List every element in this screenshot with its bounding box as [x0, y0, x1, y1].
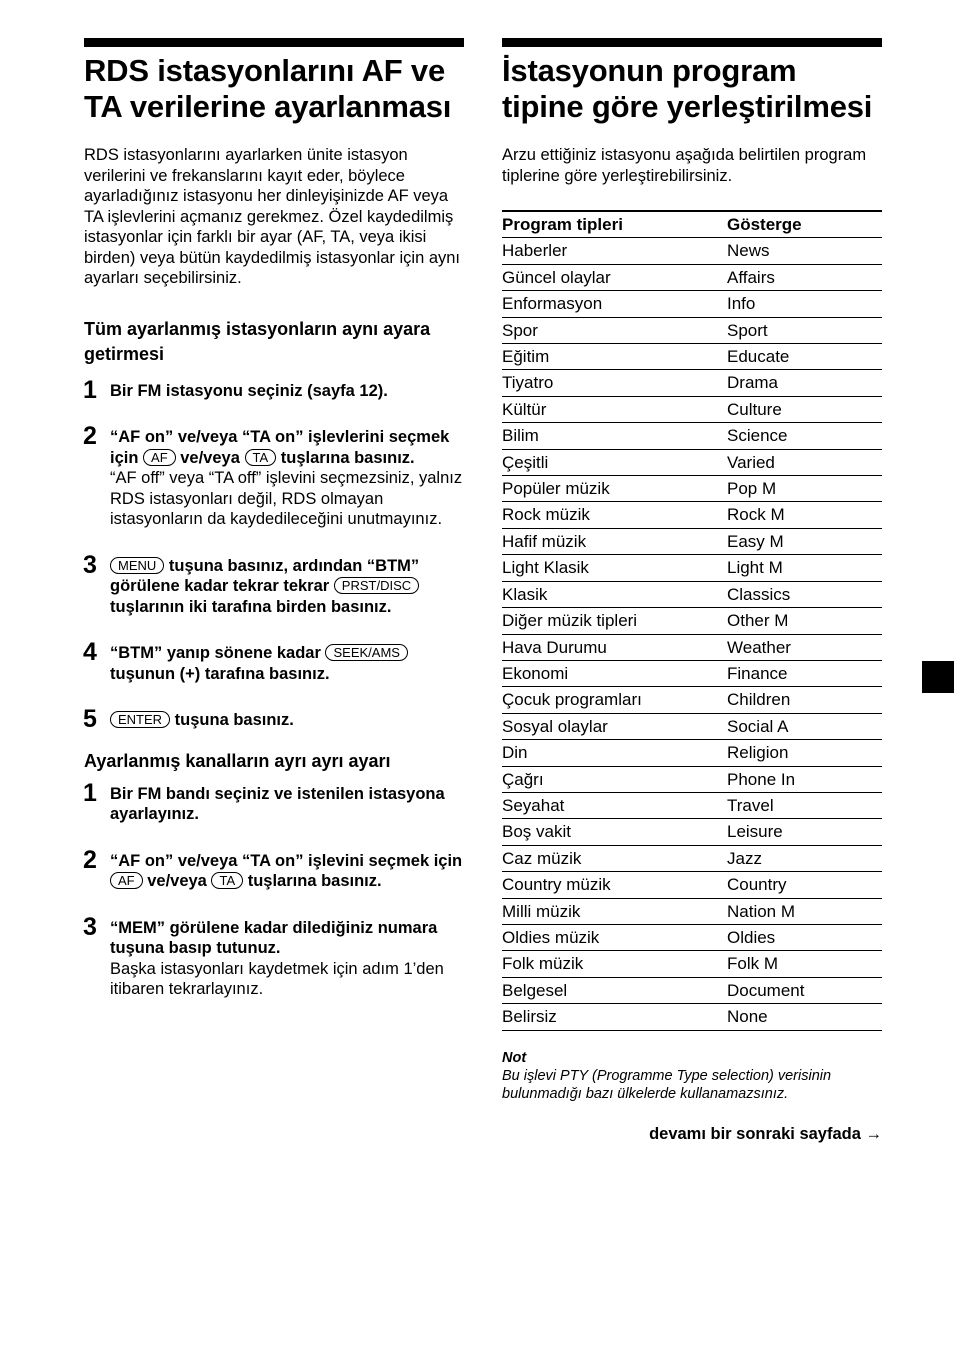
display-cell: Rock M	[727, 505, 785, 525]
s2-step-3	[83, 912, 464, 1000]
display-cell: Easy M	[727, 531, 784, 551]
step-number: 2	[83, 422, 97, 450]
display-cell: Educate	[727, 347, 790, 367]
continued-next-page: devamı bir sonraki sayfada →	[649, 1124, 882, 1143]
table-row	[502, 528, 882, 554]
step-text: tuşuna basınız.	[174, 711, 294, 729]
display-cell: Sport	[727, 320, 768, 340]
table-row	[502, 502, 882, 528]
table-row	[502, 344, 882, 370]
enter-key: ENTER	[110, 711, 170, 728]
program-type-cell: Light Klasik	[502, 558, 589, 578]
step-text: tuşuna basınız, ardından “BTM” görülene kadar tekrar tekrar	[110, 556, 420, 595]
program-type-cell: Boş vakit	[502, 822, 571, 842]
table-row	[502, 476, 882, 502]
step-number: 2	[83, 845, 97, 874]
display-cell: Travel	[727, 795, 774, 815]
table-header-row	[502, 211, 882, 238]
right-intro: Arzu ettiğiniz istasyonu aşağıda belirtilen program tiplerine göre yerleştirebilirsiniz.	[502, 146, 867, 185]
display-cell: Nation M	[727, 901, 796, 921]
program-type-cell: Ekonomi	[502, 663, 569, 683]
table-row	[502, 872, 882, 898]
s2-step-2	[83, 845, 464, 892]
title-rule	[502, 38, 882, 47]
table-row	[502, 264, 882, 290]
display-cell: Pop M	[727, 479, 777, 499]
af-key: AF	[110, 872, 143, 889]
display-cell: Children	[727, 690, 791, 710]
display-cell: Info	[727, 294, 756, 314]
table-row	[502, 423, 882, 449]
table-row	[502, 291, 882, 317]
table-row	[502, 792, 882, 818]
program-type-cell: Din	[502, 743, 528, 763]
display-cell: Science	[727, 426, 788, 446]
title-rule	[84, 38, 464, 47]
program-type-cell: Diğer müzik tipleri	[502, 611, 638, 631]
display-cell: Varied	[727, 452, 775, 472]
step-text: “AF on” ve/veya “TA on” işlevlerini seçmek için	[110, 428, 450, 467]
section1-heading: Tüm ayarlanmış istasyonların aynı ayara getirmesi	[84, 318, 431, 364]
program-type-cell: Güncel olaylar	[502, 267, 611, 287]
table-row	[502, 555, 882, 581]
display-cell: Classics	[727, 584, 791, 604]
display-cell: Finance	[727, 663, 788, 683]
s1-step-1	[83, 375, 464, 404]
page-tab-marker	[922, 661, 954, 693]
s2-step-1	[83, 778, 464, 825]
step-note: Başka istasyonları kaydetmek için adım 1’den itibaren tekrarlayınız.	[110, 959, 444, 998]
program-type-cell: Caz müzik	[502, 848, 582, 868]
table-row	[502, 317, 882, 343]
s1-step-5	[83, 705, 464, 733]
left-title: RDS istasyonlarını AF ve TA verilerine ayarlanması	[84, 53, 452, 124]
step-number: 3	[83, 912, 97, 941]
step-note: “AF off” veya “TA off” işlevini seçmezsiniz, yalnız RDS istasyonları değil, RDS olmayan istasyonların da kaydedileceğini unutmayınız.	[110, 469, 463, 528]
display-cell: Country	[727, 875, 787, 895]
step-number: 5	[83, 705, 97, 733]
table-row	[502, 396, 882, 422]
menu-key: MENU	[110, 557, 164, 574]
program-type-cell: Çeşitli	[502, 452, 549, 472]
step-number: 1	[83, 778, 97, 807]
program-type-cell: Enformasyon	[502, 294, 603, 314]
step-text: tuşlarına basınız.	[280, 448, 415, 467]
program-type-cell: Belirsiz	[502, 1007, 557, 1027]
display-cell: Light M	[727, 558, 783, 578]
table-row	[502, 581, 882, 607]
prst-disc-key: PRST/DISC	[334, 577, 419, 594]
display-cell: Document	[727, 980, 805, 1000]
table-row	[502, 687, 882, 713]
program-type-cell: Haberler	[502, 241, 568, 261]
display-cell: Social A	[727, 716, 789, 736]
display-cell: Phone In	[727, 769, 796, 789]
step-text: tuşunun (+) tarafına basınız.	[110, 664, 330, 683]
s1-step-3	[83, 550, 464, 618]
program-type-cell: Seyahat	[502, 795, 565, 815]
step-text: ve/veya	[180, 448, 240, 467]
program-type-cell: Kültür	[502, 399, 547, 419]
display-cell: None	[727, 1007, 768, 1027]
step-text: Bir FM istasyonu seçiniz (sayfa 12).	[110, 381, 388, 400]
step-text: tuşlarının iki tarafına birden basınız.	[110, 597, 392, 616]
table-row	[502, 951, 882, 977]
display-cell: Weather	[727, 637, 791, 657]
program-type-cell: Klasik	[502, 584, 548, 604]
note-text: Bu işlevi PTY (Programme Type selection) verisinin bulunmadığı bazı ülkelerde kullanamazsınız.	[502, 1067, 832, 1102]
left-column	[84, 38, 464, 1000]
table-row	[502, 898, 882, 924]
program-type-cell: Oldies müzik	[502, 927, 600, 947]
program-type-cell: Country müzik	[502, 875, 611, 895]
s1-step-4	[83, 638, 464, 684]
program-type-cell: Bilim	[502, 426, 539, 446]
table-row	[502, 819, 882, 845]
display-cell: Oldies	[727, 927, 776, 947]
program-type-cell: Popüler müzik	[502, 479, 610, 499]
seek-ams-key: SEEK/AMS	[325, 644, 407, 661]
table-row	[502, 740, 882, 766]
table-row	[502, 370, 882, 396]
right-title: İstasyonun program tipine göre yerleştirilmesi	[502, 53, 873, 124]
program-type-cell: Hava Durumu	[502, 637, 607, 657]
right-column	[502, 38, 882, 1144]
step-number: 3	[83, 550, 97, 579]
ta-key: TA	[211, 872, 243, 889]
display-cell: Religion	[727, 743, 789, 763]
column-header: Program tipleri	[502, 215, 623, 234]
display-cell: Folk M	[727, 954, 778, 974]
display-cell: Other M	[727, 611, 789, 631]
program-type-cell: Belgesel	[502, 980, 568, 1000]
table-row	[502, 845, 882, 871]
step-text: ve/veya	[147, 872, 207, 890]
step-number: 1	[83, 375, 97, 404]
table-body	[502, 238, 882, 1030]
table-row	[502, 924, 882, 950]
table-row	[502, 660, 882, 686]
program-type-cell: Folk müzik	[502, 954, 584, 974]
program-type-cell: Spor	[502, 320, 538, 340]
af-key: AF	[143, 449, 176, 466]
table-row	[502, 238, 882, 264]
program-type-cell: Çocuk programları	[502, 690, 642, 710]
program-type-cell: Tiyatro	[502, 373, 554, 393]
display-cell: Jazz	[727, 848, 762, 868]
table-row	[502, 608, 882, 634]
display-cell: News	[727, 241, 770, 261]
table-row	[502, 449, 882, 475]
note-block	[502, 1049, 882, 1103]
program-type-cell: Sosyal olaylar	[502, 716, 608, 736]
display-cell: Drama	[727, 373, 779, 393]
table-row	[502, 766, 882, 792]
note-title: Not	[502, 1049, 527, 1066]
table-row	[502, 713, 882, 739]
left-intro: RDS istasyonlarını ayarlarken ünite istasyon verilerini ve frekanslarını kayıt eder, böylece ayarladığınız istasyonu her dinleyişinizde AF veya TA işlevlerini açmanız gerekmez. Özel kaydedilmiş istasyonlar için farklı bir ayar (AF, TA, veya ikisi birden) veya bütün kaydedilmiş istasyonlar için aynı ayarları seçebilirsiniz.	[84, 146, 461, 287]
program-type-cell: Çağrı	[502, 769, 544, 789]
display-cell: Leisure	[727, 822, 783, 842]
program-type-cell: Eğitim	[502, 347, 550, 367]
table-row	[502, 634, 882, 660]
display-cell: Culture	[727, 399, 782, 419]
s1-step-2	[83, 422, 464, 530]
step-text: “BTM” yanıp sönene kadar	[110, 644, 321, 662]
program-type-cell: Hafif müzik	[502, 531, 587, 551]
table-row	[502, 1004, 882, 1030]
program-type-table	[502, 210, 882, 1031]
section2-heading: Ayarlanmış kanalların ayrı ayrı ayarı	[84, 750, 391, 771]
step-text: “MEM” görülene kadar dilediğiniz numara tuşuna basıp tutunuz.	[110, 918, 438, 957]
program-type-cell: Milli müzik	[502, 901, 581, 921]
step-number: 4	[83, 638, 97, 666]
table-row	[502, 977, 882, 1003]
step-text: “AF on” ve/veya “TA on” işlevini seçmek için	[110, 851, 463, 870]
step-text: Bir FM bandı seçiniz ve istenilen istasyona ayarlayınız.	[110, 784, 445, 823]
program-type-cell: Rock müzik	[502, 505, 590, 525]
display-cell: Affairs	[727, 267, 775, 287]
step-text: tuşlarına basınız.	[247, 872, 382, 890]
ta-key: TA	[245, 449, 277, 466]
column-header: Gösterge	[727, 215, 802, 234]
